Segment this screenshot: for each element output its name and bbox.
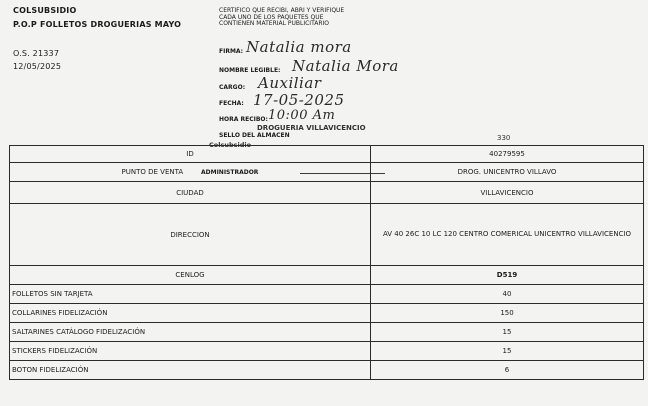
id-label: ID bbox=[10, 146, 371, 163]
direccion-label: DIRECCION bbox=[10, 204, 371, 266]
table-row-cenlog bbox=[10, 266, 644, 285]
document-subtitle: P.O.P FOLLETOS DROGUERIAS MAYO bbox=[13, 20, 182, 29]
cargo-value: Auxiliar bbox=[258, 74, 322, 92]
item-label: STICKERS FIDELIZACIÓN bbox=[10, 342, 371, 361]
item-qty: 6 bbox=[371, 361, 644, 380]
order-number: O.S. 21337 bbox=[13, 49, 60, 58]
table-row bbox=[10, 361, 644, 380]
certification-text: CERTIFICO QUE RECIBI, ABRI Y VERIFIQUE CADA UNO DE LOS PAQUETES QUE CONTIENEN MATERIAL PUBLICITARIO bbox=[219, 7, 345, 27]
id-value: 40279595 bbox=[371, 146, 644, 163]
top-number: 330 bbox=[497, 134, 511, 142]
hora-value: 10:00 Am bbox=[268, 108, 336, 123]
stamp-colsubsidio: Colsubsidio bbox=[209, 141, 252, 149]
table-row-direccion bbox=[10, 204, 644, 266]
item-label: COLLARINES FIDELIZACIÓN bbox=[10, 304, 371, 323]
item-qty: 150 bbox=[371, 304, 644, 323]
table-row bbox=[10, 323, 644, 342]
item-qty: 15 bbox=[371, 342, 644, 361]
item-label: BOTON FIDELIZACIÓN bbox=[10, 361, 371, 380]
cenlog-label: CENLOG bbox=[10, 266, 371, 285]
firma-label: FIRMA: bbox=[219, 48, 244, 55]
ciudad-value: VILLAVICENCIO bbox=[371, 182, 644, 204]
fecha-label: FECHA: bbox=[219, 100, 244, 107]
punto-cell bbox=[10, 163, 371, 182]
document-date: 12/05/2025 bbox=[13, 62, 62, 71]
item-qty: 15 bbox=[371, 323, 644, 342]
cargo-label: CARGO: bbox=[219, 84, 246, 91]
administrador-stamp: ADMINISTRADOR bbox=[200, 169, 259, 176]
punto-value: DROG. UNICENTRO VILLAVO bbox=[371, 163, 644, 182]
punto-label: PUNTO DE VENTA bbox=[121, 168, 184, 176]
item-label: FOLLETOS SIN TARJETA bbox=[10, 285, 371, 304]
fecha-value: 17-05-2025 bbox=[253, 91, 345, 109]
item-qty: 40 bbox=[371, 285, 644, 304]
table-row bbox=[10, 304, 644, 323]
stamp-drogueria: DROGUERIA VILLAVICENCIO bbox=[257, 124, 366, 132]
firma-signature: Natalia mora bbox=[246, 38, 352, 56]
table-row bbox=[10, 285, 644, 304]
cenlog-value: D519 bbox=[371, 266, 644, 285]
table-row-id bbox=[10, 146, 644, 163]
direccion-value: AV 40 26C 10 LC 120 CENTRO COMERICAL UNICENTRO VILLAVICENCIO bbox=[371, 204, 644, 266]
hora-label: HORA RECIBO: bbox=[219, 116, 268, 123]
item-label: SALTARINES CATÁLOGO FIDELIZACIÓN bbox=[10, 323, 371, 342]
table-row-ciudad bbox=[10, 182, 644, 204]
nombre-label: NOMBRE LEGIBLE: bbox=[219, 67, 281, 74]
table-row-punto bbox=[10, 163, 644, 182]
ciudad-label: CIUDAD bbox=[10, 182, 371, 204]
table-row bbox=[10, 342, 644, 361]
sello-label: SELLO DEL ALMACEN bbox=[219, 132, 290, 139]
delivery-table bbox=[9, 145, 644, 380]
nombre-value: Natalia Mora bbox=[292, 57, 399, 75]
company-name: COLSUBSIDIO bbox=[13, 6, 77, 15]
